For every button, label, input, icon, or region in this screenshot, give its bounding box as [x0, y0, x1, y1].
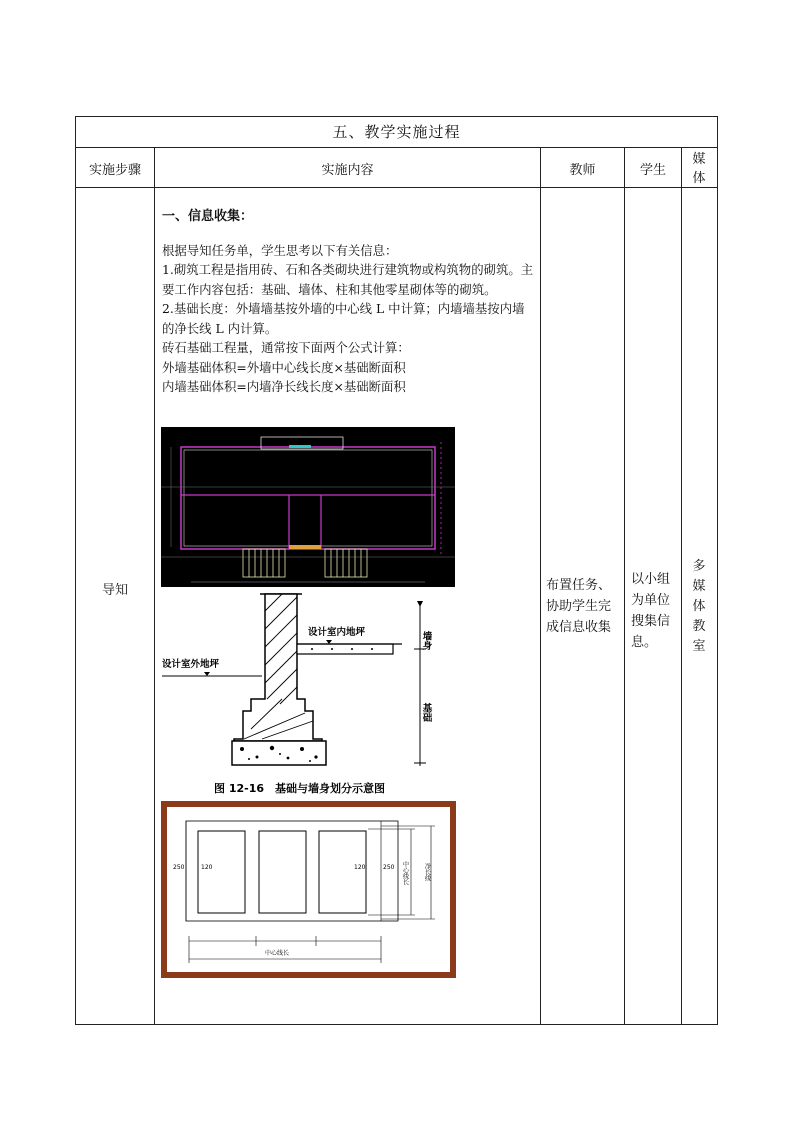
figure-caption: 图 12-16 基础与墙身划分示意图	[214, 782, 386, 795]
section-title: 五、教学实施过程	[332, 123, 461, 141]
step-name: 导知	[101, 583, 128, 598]
teacher-activity: 布置任务、协助学生完成信息收集	[546, 578, 612, 635]
media-type: 多媒体教室	[692, 559, 706, 654]
header-content: 实施内容	[321, 163, 374, 178]
header-media: 媒体	[692, 152, 706, 186]
paragraph: 1.砌筑工程是指用砖、石和各类砌块进行建筑物或构筑物的砌筑。主要工作内容包括：基础、墙体、柱和其他零星砌体等的砌筑。	[162, 262, 534, 297]
indoor-floor-label: 设计室内地坪	[308, 627, 366, 638]
outdoor-floor-label: 设计室外地坪	[162, 659, 220, 670]
center-line-label: 中心线长	[401, 861, 409, 885]
paragraph: 砖石基础工程量，通常按下面两个公式计算：	[162, 340, 410, 355]
formula-outer: 外墙基础体积=外墙中心线长度×基础断面积	[162, 359, 406, 375]
foundation-wall-section-diagram	[162, 591, 462, 801]
student-activity: 以小组为单位搜集信息。	[631, 572, 671, 650]
dim-120-right: 120	[354, 864, 366, 871]
cad-floor-plan-image	[161, 427, 455, 587]
section-heading: 一、信息收集：	[162, 209, 254, 224]
foundation-label: 基础	[420, 703, 432, 722]
formula-inner: 内墙基础体积=内墙净长线长度×基础断面积	[162, 379, 406, 394]
net-length-label: 净长线	[423, 863, 431, 881]
content-cell	[162, 207, 534, 397]
wall-label: 墙身	[420, 631, 432, 650]
dim-250-left: 250	[173, 864, 185, 871]
header-step: 实施步骤	[88, 163, 141, 178]
header-teacher: 教师	[569, 163, 596, 178]
wall-length-plan-diagram	[161, 801, 456, 978]
dim-250-right: 250	[383, 864, 395, 871]
teaching-process-table	[75, 116, 718, 1025]
bottom-center-label: 中心线长	[265, 950, 290, 957]
header-student: 学生	[639, 163, 666, 178]
paragraph: 2.基础长度：外墙墙基按外墙的中心线 L 中计算；内墙墙基按内墙的净长线 L 内计算。	[162, 301, 525, 336]
paragraph: 根据导知任务单，学生思考以下有关信息：	[162, 242, 398, 258]
dim-120-left: 120	[201, 864, 213, 871]
